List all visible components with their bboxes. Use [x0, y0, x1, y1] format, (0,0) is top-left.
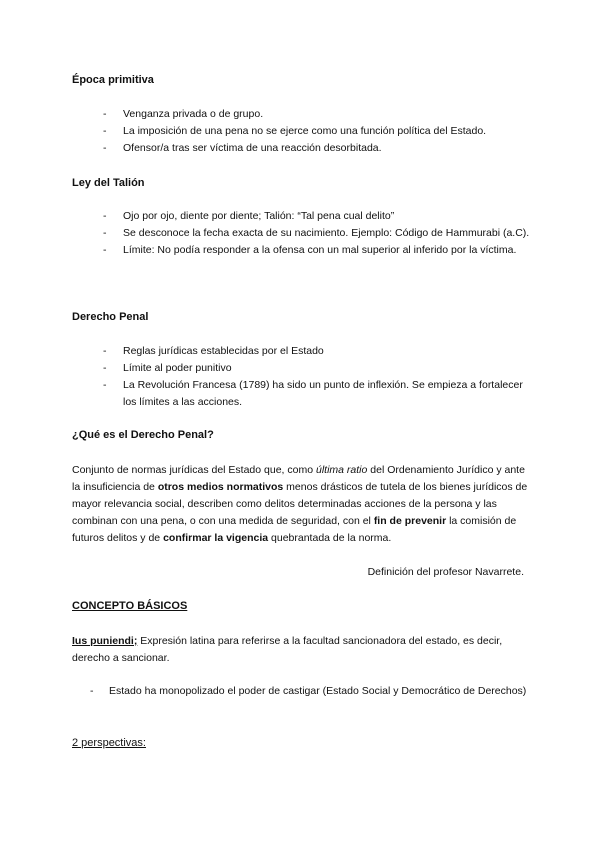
bullet-dash: -	[103, 227, 107, 239]
heading-epoca-primitiva: Época primitiva	[72, 74, 154, 86]
list-item: - Reglas jurídicas establecidas por el Estado	[0, 343, 600, 360]
heading-conceptos-basicos: CONCEPTO BÁSICOS	[72, 600, 188, 612]
list-ius-puniendi	[0, 683, 600, 700]
bullet-dash: -	[103, 379, 107, 391]
definition-paragraph: Conjunto de normas jurídicas del Estado que, como última ratio del Ordenamiento Jurídico y ante la insuficiencia de otros medios normativos menos drásticos de tutela de los bienes jurídicos de mayor relevancia social, describen como delitos determinadas acciones de la persona y las combinan con una pena, o con una medida de seguridad, con el fin de prevenir la comisión de futuros delitos y de confirmar la vigencia quebrantada de la norma.	[72, 464, 528, 544]
list-item: - La imposición de una pena no se ejerce como una función política del Estado.	[0, 123, 600, 140]
bullet-dash: -	[90, 685, 94, 697]
ius-puniendi-paragraph: Ius puniendi; Expresión latina para referirse a la facultad sancionadora del estado, es decir, derecho a sancionar.	[72, 635, 503, 664]
bullet-dash: -	[103, 244, 107, 256]
bullet-dash: -	[103, 345, 107, 357]
list-item: - Ojo por ojo, diente por diente; Talión: “Tal pena cual delito”	[0, 208, 600, 225]
heading-derecho-penal: Derecho Penal	[72, 311, 149, 323]
list-item: - Límite al poder punitivo	[0, 360, 600, 377]
bullet-dash: -	[103, 210, 107, 222]
list-item: - Se desconoce la fecha exacta de su nacimiento. Ejemplo: Código de Hammurabi (a.C).	[0, 225, 600, 242]
bullet-dash: -	[103, 142, 107, 154]
list-epoca-primitiva	[0, 106, 600, 157]
list-item: - La Revolución Francesa (1789) ha sido un punto de inflexión. Se empieza a fortalecer los límites a las acciones.	[103, 379, 523, 408]
bullet-dash: -	[103, 125, 107, 137]
heading-que-es-derecho-penal: ¿Qué es el Derecho Penal?	[72, 429, 214, 441]
list-item: - Venganza privada o de grupo.	[0, 106, 600, 123]
list-ley-del-talion	[0, 208, 600, 259]
attribution-text: Definición del profesor Navarrete.	[367, 566, 524, 578]
term-ius-puniendi: Ius puniendi;	[72, 635, 138, 647]
bullet-dash: -	[103, 108, 107, 120]
list-derecho-penal	[0, 343, 600, 411]
bullet-dash: -	[103, 362, 107, 374]
heading-ley-del-talion: Ley del Talión	[72, 177, 145, 189]
heading-2-perspectivas: 2 perspectivas:	[72, 737, 146, 749]
list-item: - Estado ha monopolizado el poder de castigar (Estado Social y Democrático de Derechos)	[0, 683, 600, 700]
list-item: - Límite: No podía responder a la ofensa con un mal superior al inferido por la víctima.	[0, 242, 600, 259]
list-item: - Ofensor/a tras ser víctima de una reacción desorbitada.	[0, 140, 600, 157]
